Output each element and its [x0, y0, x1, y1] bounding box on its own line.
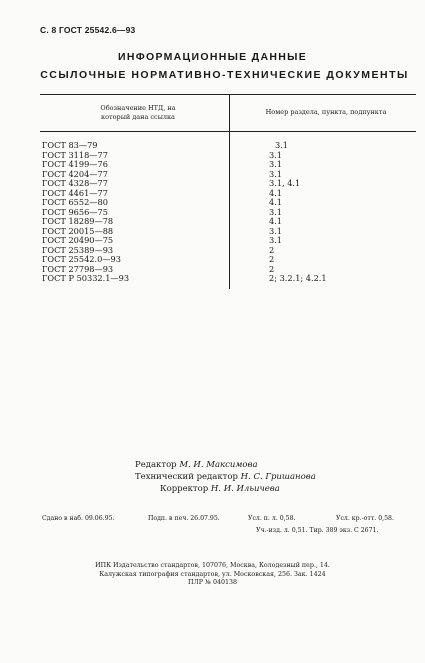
table-top-rule: [40, 94, 416, 95]
document-designation: ГОСТ 4199—76: [42, 159, 108, 169]
printing-info: [0, 562, 425, 588]
document-designation: ГОСТ 83—79: [42, 140, 98, 150]
section-reference: 3.1: [269, 159, 283, 169]
credits-block: [135, 459, 316, 495]
proofreader-label: Корректор: [160, 484, 209, 494]
section-reference: 4.1: [269, 187, 283, 198]
proofreader-line: [135, 483, 316, 495]
tech-editor-name: Н. С. Гришанова: [240, 472, 316, 482]
document-designation: ГОСТ 4461—77: [42, 187, 108, 198]
document-designation: ГОСТ 25542.0—93: [42, 254, 121, 264]
table-header-reference: Номер раздела, пункта, подпункта: [265, 108, 387, 116]
section-reference: 2: [269, 244, 275, 255]
section-reference: 2; 3.2.1; 4.2.1: [269, 273, 327, 283]
document-designation: ГОСТ 20015—88: [42, 225, 114, 236]
table-header-document: [72, 104, 204, 122]
section-title: ИНФОРМАЦИОННЫЕ ДАННЫЕ: [117, 51, 307, 63]
signed-to-print: Подп. в печ. 26.07.95.: [148, 515, 220, 522]
printer-line: Калужская типография стандартов, ул. Московская, 256. Зак. 1424: [99, 570, 326, 578]
document-designation: ГОСТ 3118—77: [42, 149, 108, 160]
document-designation: ГОСТ 20490—75: [42, 235, 114, 245]
table-row: [0, 245, 425, 255]
document-designation: ГОСТ 4204—77: [42, 168, 108, 179]
section-reference: 3.1: [269, 206, 283, 217]
table-row: [0, 207, 425, 217]
proofreader-name: Н. И. Ильичева: [210, 484, 280, 494]
section-reference: 3.1: [275, 140, 289, 150]
section-reference: 3.1, 4.1: [269, 178, 301, 188]
document-designation: ГОСТ 4328—77: [42, 178, 108, 188]
table-row: [0, 226, 425, 236]
section-reference: 2: [269, 263, 275, 274]
tech-editor-line: [135, 471, 316, 483]
section-reference: 4.1: [269, 197, 283, 207]
editor-line: [135, 459, 316, 471]
table-row: [0, 188, 425, 198]
table-row: [0, 150, 425, 160]
color-prints: Усл. кр.-отт. 0,58.: [336, 515, 394, 522]
license-line: ПЛР № 040138: [188, 579, 237, 586]
section-reference: 3.1: [269, 235, 283, 245]
section-reference: 3.1: [269, 149, 283, 160]
sent-to-typeset: Сдано в наб. 09.06.95.: [42, 515, 115, 522]
table-row: [0, 197, 425, 207]
publisher-line: ИПК Издательство стандартов, 107076, Москва, Колодезный пер., 14.: [95, 562, 330, 569]
table-row: [0, 140, 425, 150]
table-row: [0, 273, 425, 283]
document-designation: ГОСТ 9656—75: [42, 206, 108, 217]
table-row: [0, 235, 425, 245]
table-row: [0, 159, 425, 169]
table-row: [0, 169, 425, 179]
document-designation: ГОСТ 25389—93: [42, 244, 114, 255]
table-header-document-line2: который дана ссылка: [101, 113, 175, 121]
document-designation: ГОСТ 18289—78: [42, 216, 114, 226]
section-reference: 2: [269, 254, 275, 264]
table-row: [0, 254, 425, 264]
section-reference: 3.1: [269, 168, 283, 179]
document-designation: ГОСТ Р 50332.1—93: [42, 273, 130, 283]
editor-label: Редактор: [135, 460, 177, 470]
table-header-document-line1: Обозначение НТД, на: [100, 104, 176, 112]
editor-name: М. И. Максимова: [179, 460, 258, 470]
document-designation: ГОСТ 27798—93: [42, 263, 114, 274]
table-row: [0, 178, 425, 188]
section-reference: 3.1: [269, 225, 283, 236]
table-header-rule: [40, 131, 416, 132]
page-header: С. 8 ГОСТ 25542.6—93: [40, 25, 136, 35]
section-reference: 4.1: [269, 216, 283, 226]
table-row: [0, 216, 425, 226]
document-designation: ГОСТ 6552—80: [42, 197, 108, 207]
section-subtitle: ССЫЛОЧНЫЕ НОРМАТИВНО-ТЕХНИЧЕСКИЕ ДОКУМЕНТЫ: [40, 69, 409, 81]
tech-editor-label: Технический редактор: [135, 472, 238, 482]
table-row: [0, 264, 425, 274]
publication-line-2: Уч.-изд. л. 0,51. Тир. 389 экз. С 2671.: [256, 527, 379, 534]
printed-sheets: Усл. п. л. 0,58.: [248, 515, 296, 522]
